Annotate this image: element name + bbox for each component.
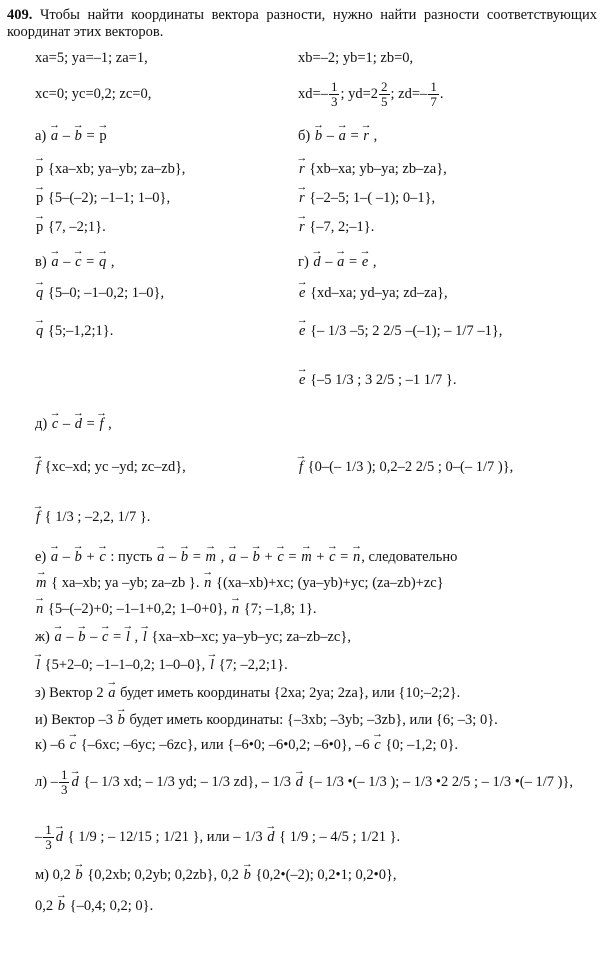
problem-text: Чтобы найти координаты вектора разности, нужно найти разности соответствующих координат этих векторов.: [7, 7, 598, 40]
part-zh-line-1: ж) → a – → b – → c = → l , → l {xa–xb–xc; ya–yb–yc; za–zb–zc},: [35, 628, 351, 646]
part-a-row-2: → p {5–(–2); –1–1; 1–0},: [35, 189, 170, 207]
coords-a: xa=5; ya=–1; za=1,: [35, 50, 148, 66]
part-g-row-1: → e {xd–xa; yd–ya; zd–za},: [298, 284, 448, 302]
part-a-row-1: → p {xa–xb; ya–yb; za–zb},: [35, 160, 185, 178]
part-d-row-2: → f { 1/3 ; –2,2, 1/7 }.: [35, 508, 150, 526]
fraction: $\frac{1}{7}$: [430, 79, 437, 110]
part-b-equation: б) → b – → a = → r ,: [298, 127, 377, 145]
part-e-line-2: → m { xa–xb; ya –yb; za–zb }. → n {(xa–xb)+xc; (ya–yb)+yc; (za–zb)+zc}: [35, 574, 444, 592]
part-g-equation: г) → d – → a = → e ,: [298, 253, 377, 271]
coords-d-x: xd=–: [298, 86, 328, 102]
fraction: $\frac{1}{3}$: [330, 79, 338, 110]
part-b-row-1: → r {xb–xa; yb–ya; zb–za},: [298, 160, 447, 178]
part-e-line-3: → n {5–(–2)+0; –1–1+0,2; 1–0+0}, → n {7; –1,8; 1}.: [35, 600, 317, 618]
part-m-line-1: м) 0,2 → b {0,2xb; 0,2yb; 0,2zb}, 0,2 → b {0,2•(–2); 0,2•1; 0,2•0},: [35, 866, 397, 884]
part-d-row-1: → f {xc–xd; yc –yd; zc–zd},: [35, 458, 186, 476]
part-l-line-2: – $\frac{1}{3}$ → d { 1/9 ; – 12/15 ; 1/21 }, или – 1/3 → d { 1/9 ; – 4/5 ; 1/21 }.: [35, 823, 400, 852]
coords-c: xc=0; yc=0,2; zc=0,: [35, 86, 152, 102]
coords-d-y: ; yd=2: [340, 86, 379, 102]
part-g-row-2: → e {– 1/3 –5; 2 2/5 –(–1); – 1/7 –1},: [298, 322, 502, 340]
part-v-row-1: → q {5–0; –1–0,2; 1–0},: [35, 284, 164, 302]
part-b-row-2: → r {–2–5; 1–( –1); 0–1},: [298, 189, 435, 207]
part-v-row-2: → q {5;–1,2;1}.: [35, 322, 113, 340]
part-zh-line-2: → l {5+2–0; –1–1–0,2; 1–0–0}, → l {7; –2,2;1}.: [35, 656, 288, 674]
vector-a: → a: [50, 127, 59, 145]
part-z: з) Вектор 2 → a будет иметь координаты {2xa; 2ya; 2za}, или {10;–2;2}.: [35, 684, 460, 702]
vector-b: → b: [74, 127, 83, 145]
vector-p: → p: [98, 127, 107, 145]
problem-number: 409.: [7, 7, 33, 23]
part-i: и) Вектор –3 → b будет иметь координаты: {–3xb; –3yb; –3zb}, или {6; –3; 0}.: [35, 711, 498, 729]
coords-d-z: ; zd=–: [390, 86, 428, 102]
part-g-row-3: → e {–5 1/3 ; 3 2/5 ; –1 1/7 }.: [298, 371, 457, 389]
part-v-equation: в) → a – → c = → q ,: [35, 253, 114, 271]
part-l-line-1: л) – $\frac{1}{3}$ → d {– 1/3 xd; – 1/3 yd; – 1/3 zd}, – 1/3 → d {– 1/3 •(– 1/3 ); – 1/3 •2 2/5 ; – 1/3 •(– 1/7 )},: [35, 768, 573, 797]
coords-b: xb=–2; yb=1; zb=0,: [298, 50, 414, 66]
part-d-row-1b: → f {0–(– 1/3 ); 0,2–2 2/5 ; 0–(– 1/7 )},: [298, 458, 513, 476]
part-b-row-3: → r {–7, 2;–1}.: [298, 218, 374, 236]
coords-d: xd=– $\frac{1}{3}$ ; yd=2 $\frac{2}{5}$ ; zd=– $\frac{1}{7}$ .: [298, 79, 444, 110]
problem-statement: [7, 7, 597, 41]
part-m-line-2: 0,2 → b {–0,4; 0,2; 0}.: [35, 897, 153, 915]
part-k: к) –6 → c {–6xc; –6yc; –6zc}, или {–6•0; –6•0,2; –6•0}, –6 → c {0; –1,2; 0}.: [35, 736, 458, 754]
part-d-equation: д) → c – → d = → f ,: [35, 415, 112, 433]
part-a-equation: а) → a – → b = → p: [35, 127, 108, 145]
fraction: $\frac{2}{5}$: [381, 79, 388, 110]
part-a-row-3: → p {7, –2;1}.: [35, 218, 106, 236]
part-e-line-1: е) → a – → b + → c : пусть → a – → b = → m , → a – → b + → c = → m + → c = → n, следовательно: [35, 548, 457, 566]
